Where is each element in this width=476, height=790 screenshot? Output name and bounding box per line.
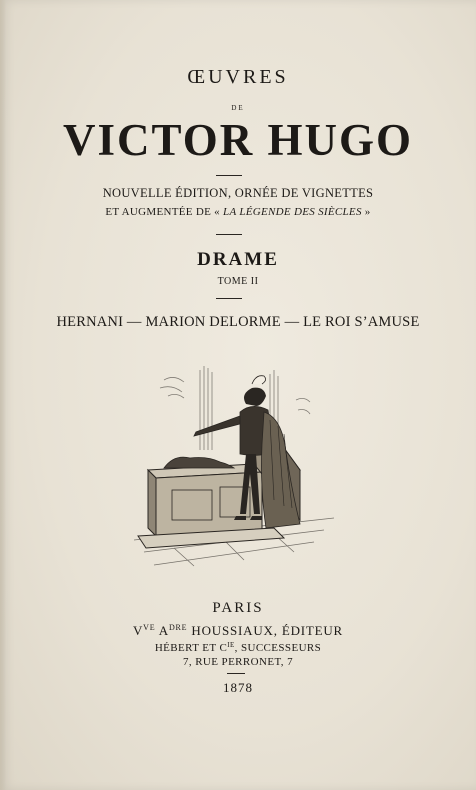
publisher-dre-superscript: DRE (168, 623, 188, 632)
background-hatching (160, 366, 310, 456)
divider-rule (216, 234, 242, 235)
edition-line-2-suffix: » (361, 206, 371, 218)
edition-line-2 (0, 206, 476, 218)
successors-prefix: HÉBERT ET C (154, 642, 228, 654)
author-name: VICTOR HUGO (63, 115, 413, 165)
successors-suffix: , SUCCESSEURS (234, 642, 322, 654)
vignette-illustration (134, 360, 334, 580)
publisher-a: A (155, 623, 169, 638)
divider-rule (216, 298, 242, 299)
divider-rule (216, 175, 242, 176)
publisher-name: HOUSSIAUX, ÉDITEUR (187, 623, 344, 638)
imprint-publisher (0, 623, 476, 639)
publisher-ve-superscript: VE (143, 623, 156, 632)
volume-label: TOME II (217, 276, 259, 287)
genre-heading: DRAME (197, 249, 279, 270)
plays-list: HERNANI — MARION DELORME — LE ROI S’AMUSE (56, 314, 420, 330)
author-preposition: DE (231, 104, 245, 112)
legende-title: LA LÉGENDE DES SIÈCLES (223, 206, 362, 218)
imprint-city: PARIS (212, 600, 264, 616)
imprint-successors (0, 641, 476, 654)
publisher-v: V (132, 623, 144, 638)
divider-rule (227, 673, 245, 674)
imprint-year: 1878 (223, 680, 253, 695)
collection-title: ŒUVRES (187, 66, 289, 88)
edition-line-1: NOUVELLE ÉDITION, ORNÉE DE VIGNETTES (102, 186, 374, 200)
edition-line-2-prefix: ET AUGMENTÉE DE « (105, 206, 224, 218)
imprint-address: 7, RUE PERRONET, 7 (183, 656, 293, 668)
successors-ie-superscript: IE (227, 641, 235, 649)
